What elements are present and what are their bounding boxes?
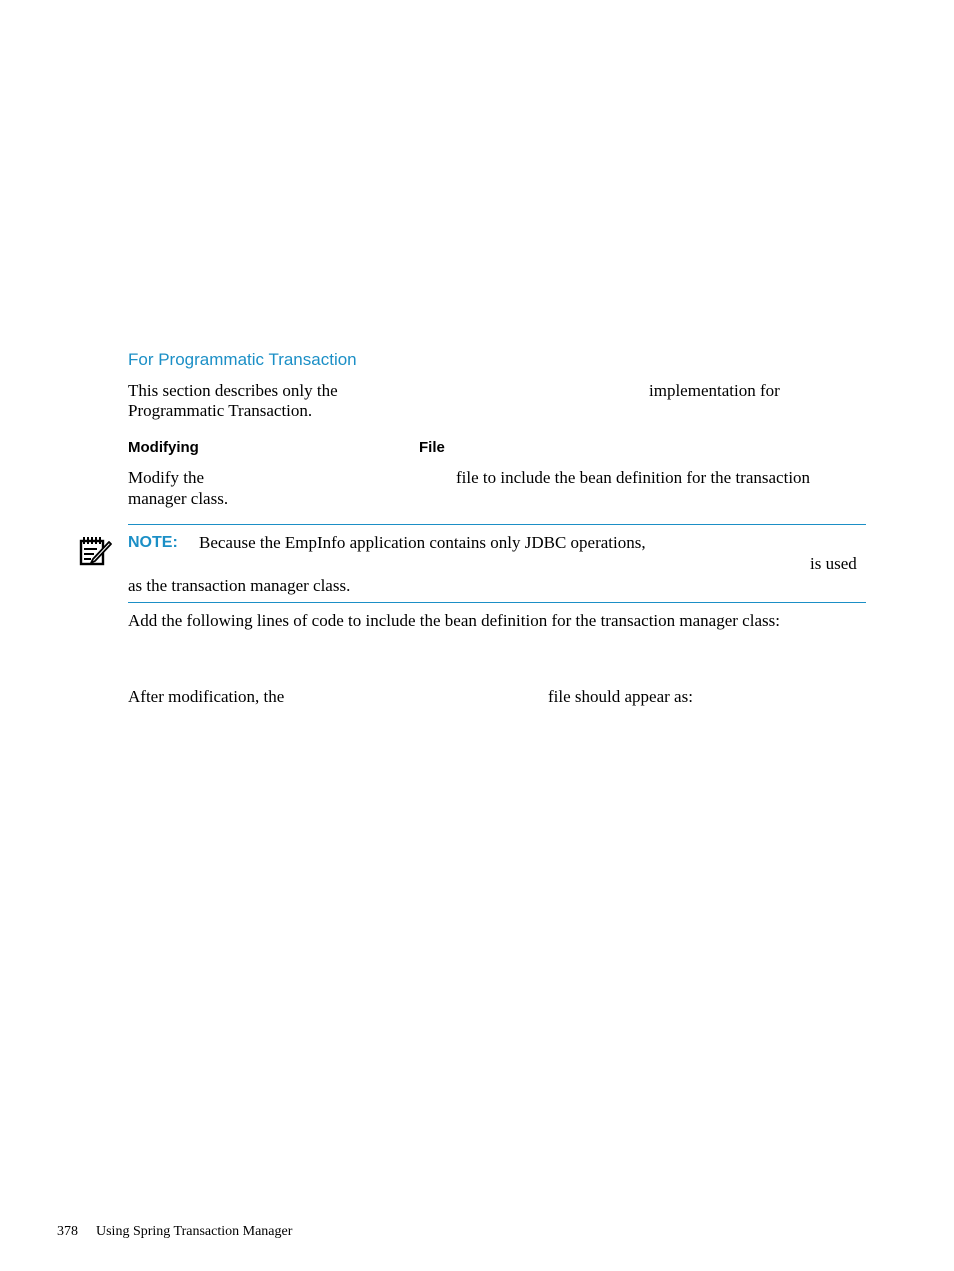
subsection-heading-end: File <box>419 439 445 456</box>
note-text-line2: as the transaction manager class. <box>128 576 351 595</box>
section-title: For Programmatic Transaction <box>128 350 357 369</box>
note-pencil-icon <box>78 535 112 567</box>
after-modification-text-end: file should appear as: <box>548 687 693 706</box>
modify-text-line2: manager class. <box>128 489 229 508</box>
note-bottom-rule <box>128 602 866 603</box>
modify-text-end: file to include the bean definition for the transaction <box>456 468 811 487</box>
page-number: 378 <box>57 1224 78 1239</box>
add-lines-text: Add the following lines of code to include the bean definition for the transaction manager class: <box>128 611 780 630</box>
intro-text-line2: Programmatic Transaction. <box>128 401 313 420</box>
modify-text-start: Modify the <box>128 468 205 487</box>
subsection-heading-start: Modifying <box>128 439 199 456</box>
note-text-line1-end: is used <box>810 554 857 573</box>
after-modification-text-start: After modification, the <box>128 687 285 706</box>
chapter-title: Using Spring Transaction Manager <box>96 1224 293 1239</box>
note-text-line1: Because the EmpInfo application contains only JDBC operations, <box>199 533 646 552</box>
intro-text-start: This section describes only the <box>128 381 338 400</box>
note-top-rule <box>128 524 866 525</box>
intro-text-end: implementation for <box>649 381 780 400</box>
note-label: NOTE: <box>128 534 178 551</box>
